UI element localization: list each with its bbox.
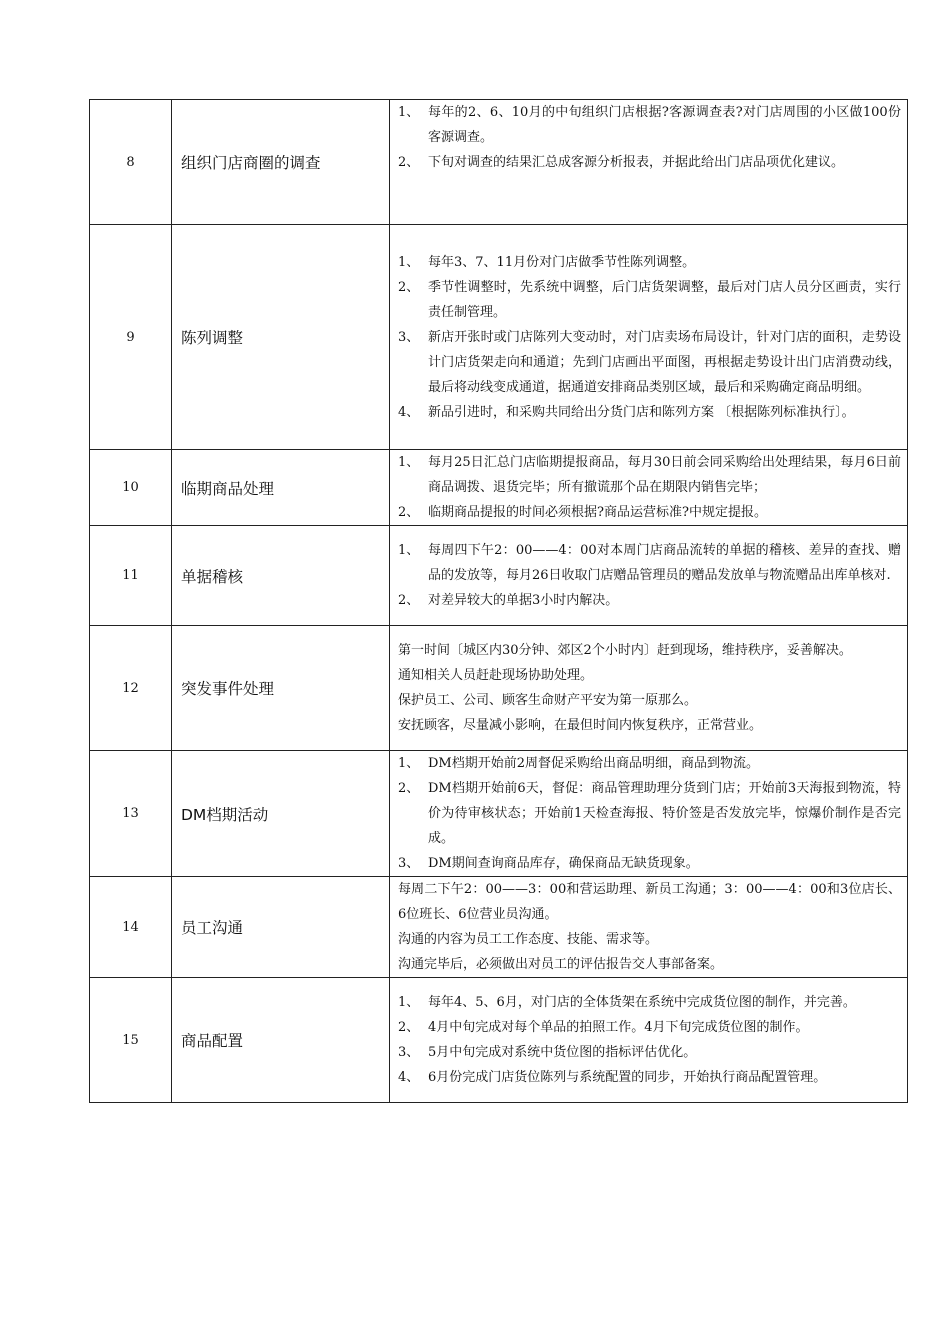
- table-row: [90, 526, 908, 626]
- list-marker: 1、: [398, 105, 420, 120]
- row-title: 临期商品处理: [172, 450, 390, 526]
- list-marker: 1、: [398, 254, 420, 270]
- row-number: 13: [90, 751, 172, 877]
- row-content: [390, 225, 908, 450]
- row-content: [390, 626, 908, 751]
- row-content: [390, 100, 908, 225]
- list-item: [398, 275, 901, 325]
- row-number: 14: [90, 877, 172, 978]
- list-text: 5月中旬完成对系统中货位图的指标评估优化。: [428, 1045, 697, 1060]
- paragraph: 沟通完毕后，必须做出对员工的评估报告交人事部备案。: [398, 957, 724, 972]
- list-item: [398, 400, 901, 425]
- table-row: [90, 751, 908, 877]
- list-text: 每年的2、6、10月的中旬组织门店根据?客源调查表?对门店周围的小区做100份客源调查。: [428, 105, 901, 145]
- list-text: 每周四下午2：00——4：00对本周门店商品流转的单据的稽核、差异的查找、赠品的发放等，每月26日收取门店赠品管理员的赠品发放单与物流赠品出库单核对.: [428, 543, 901, 583]
- list-text: 6月份完成门店货位陈列与系统配置的同步，开始执行商品配置管理。: [428, 1070, 827, 1085]
- list-marker: 2、: [398, 279, 420, 295]
- list-item: [398, 1040, 901, 1065]
- list-text: 4月中旬完成对每个单品的拍照工作。4月下旬完成货位图的制作。: [428, 1020, 809, 1035]
- table-row: [90, 978, 908, 1103]
- row-content: [390, 978, 908, 1103]
- table-row: [90, 877, 908, 978]
- list-item: [398, 538, 901, 588]
- row-number: 11: [90, 526, 172, 626]
- row-number: 9: [90, 225, 172, 450]
- list-item: [398, 751, 901, 776]
- paragraph: 保护员工、公司、顾客生命财产平安为第一原那么。: [398, 693, 698, 708]
- row-title: 组织门店商圈的调查: [172, 100, 390, 225]
- list-marker: 1、: [398, 455, 420, 470]
- list-item: [398, 450, 901, 500]
- list-item: [398, 588, 901, 613]
- list-marker: 2、: [398, 155, 420, 170]
- list-text: 新品引进时，和采购共同给出分货门店和陈列方案 〔根据陈列标准执行〕。: [428, 404, 855, 420]
- list-item: [398, 851, 901, 876]
- list-item: [398, 776, 901, 851]
- list-marker: 2、: [398, 593, 420, 608]
- list-item: [398, 250, 901, 275]
- row-content: [390, 450, 908, 526]
- paragraph: 通知相关人员赶赴现场协助处理。: [398, 668, 594, 683]
- table-row: [90, 100, 908, 225]
- list-marker: 3、: [398, 329, 420, 345]
- row-title: DM档期活动: [172, 751, 390, 877]
- row-title: 员工沟通: [172, 877, 390, 978]
- list-marker: 1、: [398, 756, 420, 771]
- row-title: 突发事件处理: [172, 626, 390, 751]
- paragraph: 第一时间〔城区内30分钟、郊区2个小时内〕赶到现场，维持秩序，妥善解决。: [398, 643, 852, 658]
- list-item: [398, 150, 901, 175]
- list-text: 临期商品提报的时间必须根据?商品运营标准?中规定提报。: [428, 505, 767, 520]
- paragraph: 安抚顾客，尽量减小影响，在最但时间内恢复秩序，正常营业。: [398, 718, 763, 733]
- table-row: [90, 450, 908, 526]
- list-text: DM档期开始前6天，督促：商品管理助理分货到门店；开始前3天海报到物流，特价为待审核状态；开始前1天检查海报、特价签是否发放完毕，惊爆价制作是否完成。: [428, 781, 901, 846]
- row-content: [390, 751, 908, 877]
- list-text: 下旬对调查的结果汇总成客源分析报表，并据此给出门店品项优化建议。: [428, 155, 845, 170]
- list-item: [398, 100, 901, 150]
- list-text: 新店开张时或门店陈列大变动时，对门店卖场布局设计，针对门店的面积，走势设计门店货架走向和通道；先到门店画出平面图，再根据走势设计出门店消费动线，最后将动线变成通道，据通道安排商品类别区域，最后和采购确定商品明细。: [428, 329, 901, 395]
- row-number: 12: [90, 626, 172, 751]
- list-item: [398, 1015, 901, 1040]
- list-marker: 4、: [398, 1070, 420, 1085]
- list-marker: 4、: [398, 404, 420, 420]
- list-marker: 3、: [398, 1045, 420, 1060]
- list-marker: 2、: [398, 1020, 420, 1035]
- list-text: 季节性调整时，先系统中调整，后门店货架调整，最后对门店人员分区画责，实行责任制管理。: [428, 279, 901, 320]
- paragraph: 沟通的内容为员工工作态度、技能、需求等。: [398, 932, 659, 947]
- row-number: 10: [90, 450, 172, 526]
- list-item: [398, 1065, 901, 1090]
- row-title: 商品配置: [172, 978, 390, 1103]
- list-marker: 2、: [398, 781, 420, 796]
- list-text: 每年4、5、6月，对门店的全体货架在系统中完成货位图的制作，并完善。: [428, 995, 856, 1010]
- list-marker: 2、: [398, 505, 420, 520]
- list-marker: 3、: [398, 856, 420, 871]
- row-content: [390, 526, 908, 626]
- list-item: [398, 500, 901, 525]
- table-row: [90, 626, 908, 751]
- list-text: DM期间查询商品库存，确保商品无缺货现象。: [428, 856, 699, 871]
- list-text: DM档期开始前2周督促采购给出商品明细，商品到物流。: [428, 756, 760, 771]
- list-item: [398, 325, 901, 400]
- row-number: 8: [90, 100, 172, 225]
- list-marker: 1、: [398, 995, 420, 1010]
- row-number: 15: [90, 978, 172, 1103]
- list-text: 对差异较大的单据3小时内解决。: [428, 593, 619, 608]
- list-text: 每年3、7、11月份对门店做季节性陈列调整。: [428, 254, 696, 270]
- list-item: [398, 990, 901, 1015]
- task-table: [89, 99, 908, 1103]
- row-title: 陈列调整: [172, 225, 390, 450]
- table-row: [90, 225, 908, 450]
- row-content: [390, 877, 908, 978]
- paragraph: 每周二下午2：00——3：00和营运助理、新员工沟通；3：00——4：00和3位店长、6位班长、6位营业员沟通。: [398, 882, 901, 922]
- list-text: 每月25日汇总门店临期提报商品，每月30日前会同采购给出处理结果，每月6日前商品调拨、退货完毕；所有撤谎那个品在期限内销售完毕；: [428, 455, 901, 495]
- row-title: 单据稽核: [172, 526, 390, 626]
- list-marker: 1、: [398, 543, 420, 558]
